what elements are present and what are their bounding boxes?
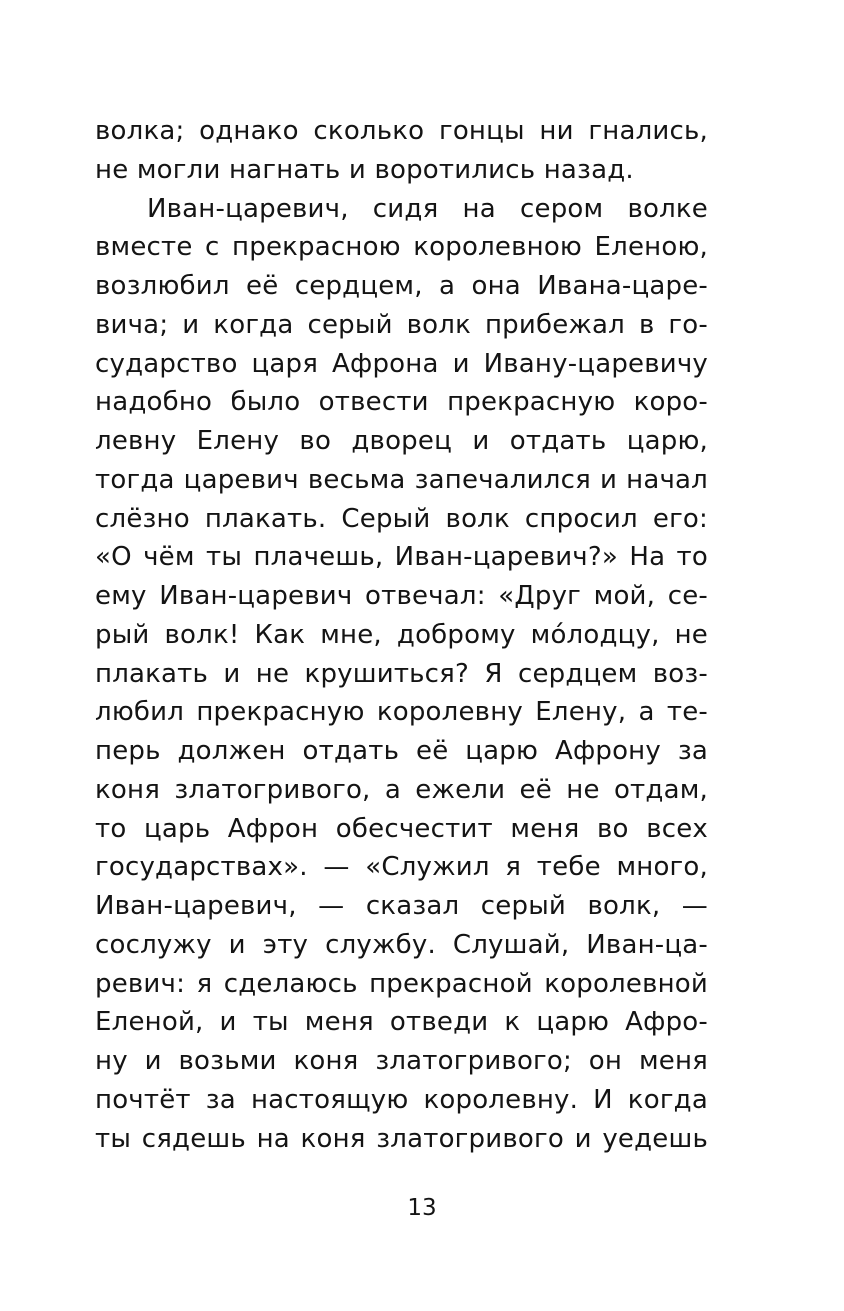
page-number: 13	[407, 1195, 437, 1221]
text-line: перь должен отдать её царю Афрону за	[95, 736, 708, 766]
text-line: слёзно плакать. Серый волк спросил его:	[95, 503, 708, 534]
text-line: «О чём ты плачешь, Иван-царевич?» На то	[95, 542, 708, 573]
text-line: государствах». — «Служил я тебе много,	[95, 852, 708, 883]
text-line: сударство царя Афрона и Ивану-царевичу	[95, 348, 708, 379]
body-text	[95, 112, 708, 1158]
text-line: то царь Афрон обесчестит меня во всех	[95, 813, 708, 844]
text-line: вместе с прекрасною королевною Еленою,	[95, 232, 708, 263]
text-line: возлюбил её сердцем, а она Ивана-царе-	[95, 271, 708, 301]
text-line: волка; однако сколько гонцы ни гнались,	[95, 116, 708, 146]
text-line: тогда царевич весьма запечалился и начал	[95, 464, 708, 495]
text-line: Иван-царевич, — сказал серый волк, —	[95, 891, 708, 921]
text-line: Еленой, и ты меня отведи к царю Афро-	[95, 1007, 708, 1038]
paragraph	[95, 112, 708, 190]
text-line: плакать и не крушиться? Я сердцем воз-	[95, 658, 708, 689]
text-line: надобно было отвести прекрасную коро-	[95, 387, 708, 418]
text-line: левну Елену во дворец и отдать царю,	[95, 426, 708, 456]
text-line: любил прекрасную королевну Елену, а те-	[95, 697, 708, 728]
text-line: ревич: я сделаюсь прекрасной королевной	[95, 968, 708, 999]
paragraph	[95, 190, 708, 1159]
text-line: рый волк! Как мне, доброму мо́лодцу, не	[95, 619, 708, 650]
text-line: вича; и когда серый волк прибежал в го-	[95, 309, 708, 340]
text-line: сослужу и эту службу. Слушай, Иван-ца-	[95, 929, 708, 960]
text-line: почтёт за настоящую королевну. И когда	[95, 1084, 708, 1115]
text-line: ты сядешь на коня златогривого и уедешь	[95, 1123, 708, 1154]
text-line: коня златогривого, а ежели её не отдам,	[95, 774, 708, 805]
text-line: Иван-царевич, сидя на сером волке	[147, 193, 708, 224]
text-line: ему Иван-царевич отвечал: «Друг мой, се-	[95, 581, 708, 611]
text-line: не могли нагнать и воротились назад.	[95, 154, 634, 185]
text-line: ну и возьми коня златогривого; он меня	[95, 1046, 708, 1076]
